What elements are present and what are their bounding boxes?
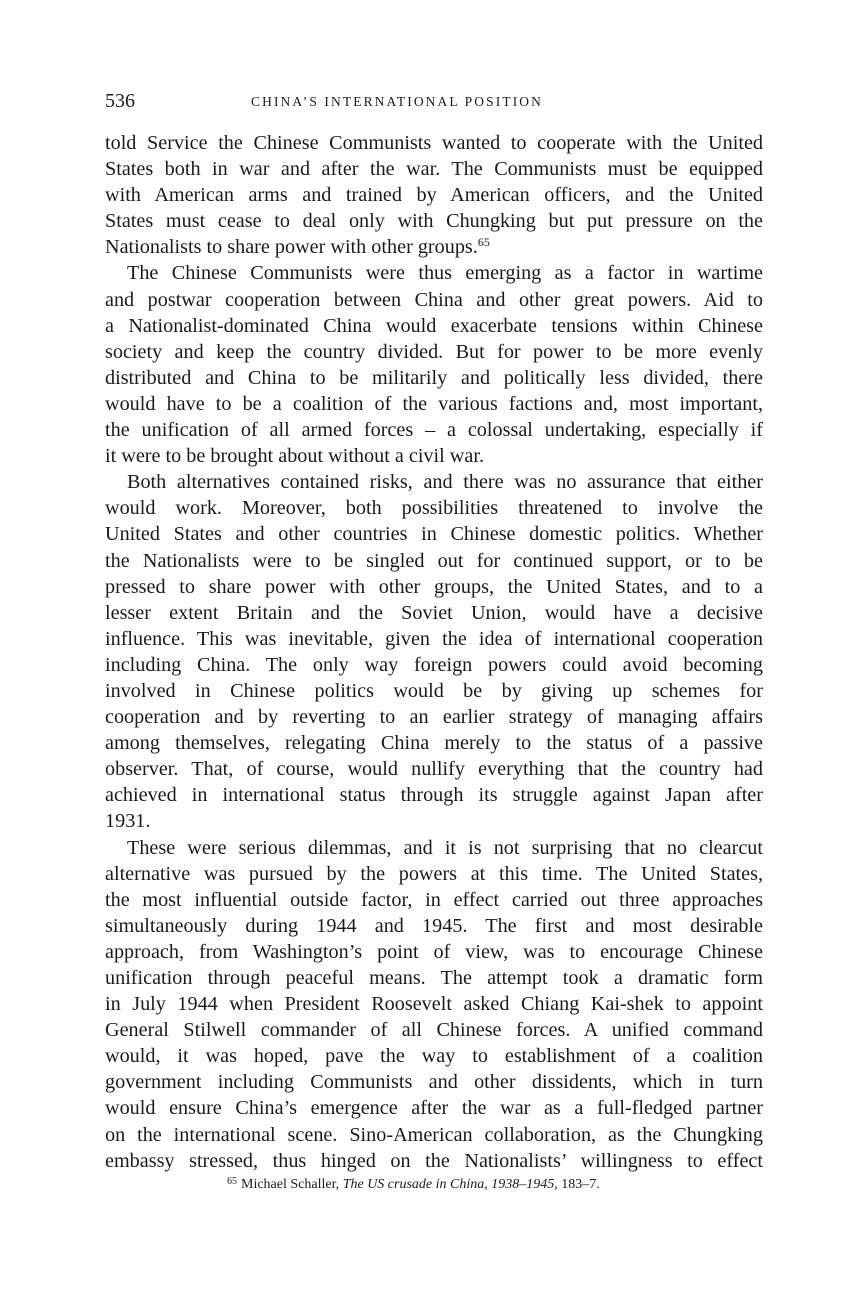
text-line: States must cease to deal only with Chungking but put pressure on the — [105, 210, 763, 233]
footnote-pages: 183–7. — [561, 1176, 600, 1192]
text-line: simultaneously during 1944 and 1945. The first and most desirable — [105, 914, 763, 937]
text-line: with American arms and trained by American officers, and the United — [105, 184, 763, 207]
text-line: embassy stressed, thus hinged on the Nationalists’ willingness to effect — [105, 1149, 763, 1172]
text-line: alternative was pursued by the powers at this time. The United States, — [105, 862, 763, 885]
text-line: achieved in international status through its struggle against Japan after — [105, 784, 763, 807]
text-line — [105, 234, 763, 260]
text-line: told Service the Chinese Communists wanted to cooperate with the United — [105, 132, 763, 154]
text-line: it were to be brought about without a civil war. — [105, 445, 484, 468]
text-line: a Nationalist-dominated China would exacerbate tensions within Chinese — [105, 314, 763, 337]
text-line: would ensure China’s emergence after the war as a full-fledged partner — [105, 1097, 763, 1120]
text-line: The Chinese Communists were thus emerging as a factor in wartime — [127, 262, 763, 285]
footnote-number: 65 — [227, 1175, 237, 1187]
text-line: would, it was hoped, pave the way to establishment of a coalition — [105, 1045, 763, 1068]
text-line: and postwar cooperation between China and other great powers. Aid to — [105, 288, 763, 311]
text-line: involved in Chinese politics would be by giving up schemes for — [105, 679, 763, 702]
text-line: would work. Moreover, both possibilities threatened to involve the — [105, 497, 763, 520]
footnote-author: Michael Schaller, — [241, 1176, 340, 1192]
text-line: approach, from Washington’s point of view, was to encourage Chinese — [105, 940, 763, 963]
text-line-content: Nationalists to share power with other groups. — [105, 236, 478, 259]
paragraph — [105, 260, 763, 469]
body-text — [105, 130, 763, 1174]
text-line: would have to be a coalition of the various factions and, most important, — [105, 392, 763, 415]
text-line: including China. The only way foreign powers could avoid becoming — [105, 653, 763, 676]
text-line: influence. This was inevitable, given the idea of international cooperation — [105, 627, 763, 650]
text-line: among themselves, relegating China merely to the status of a passive — [105, 732, 763, 755]
footnote-title: The US crusade in China, 1938–1945, — [342, 1176, 558, 1192]
text-line: unification through peaceful means. The attempt took a dramatic form — [105, 967, 763, 989]
text-line: 1931. — [105, 810, 151, 833]
text-line: pressed to share power with other groups, the United States, and to a — [105, 575, 763, 598]
text-line: General Stilwell commander of all Chinese forces. A unified command — [105, 1019, 763, 1042]
text-line: government including Communists and other dissidents, which in turn — [105, 1071, 763, 1094]
paragraph — [105, 130, 763, 260]
text-line: on the international scene. Sino-American collaboration, as the Chungking — [105, 1123, 763, 1146]
text-line: Both alternatives contained risks, and there was no assurance that either — [127, 471, 763, 494]
running-head — [105, 88, 763, 114]
text-line: the Nationalists were to be singled out for continued support, or to be — [105, 549, 763, 572]
text-line: United States and other countries in Chinese domestic politics. Whether — [105, 523, 763, 546]
text-line: the unification of all armed forces – a colossal undertaking, especially if — [105, 419, 763, 442]
text-line: lesser extent Britain and the Soviet Union, would have a decisive — [105, 601, 763, 624]
footnote — [105, 1176, 763, 1194]
text-line: cooperation and by reverting to an earlier strategy of managing affairs — [105, 706, 763, 729]
text-line: observer. That, of course, would nullify everything that the country had — [105, 758, 763, 781]
text-line: society and keep the country divided. But for power to be more evenly — [105, 340, 763, 363]
text-line: States both in war and after the war. The Communists must be equipped — [105, 158, 763, 181]
text-line: These were serious dilemmas, and it is not surprising that no clearcut — [127, 836, 763, 859]
book-page — [105, 88, 763, 1194]
text-line: distributed and China to be militarily and politically less divided, there — [105, 366, 763, 389]
footnote-reference: 65 — [477, 235, 490, 250]
text-line: in July 1944 when President Roosevelt asked Chiang Kai-shek to appoint — [105, 993, 763, 1016]
paragraph — [105, 469, 763, 834]
running-title: CHINA’S INTERNATIONAL POSITION — [251, 94, 543, 109]
page-number: 536 — [105, 90, 135, 112]
paragraph — [105, 835, 763, 1174]
text-line: the most influential outside factor, in effect carried out three approaches — [105, 888, 763, 911]
